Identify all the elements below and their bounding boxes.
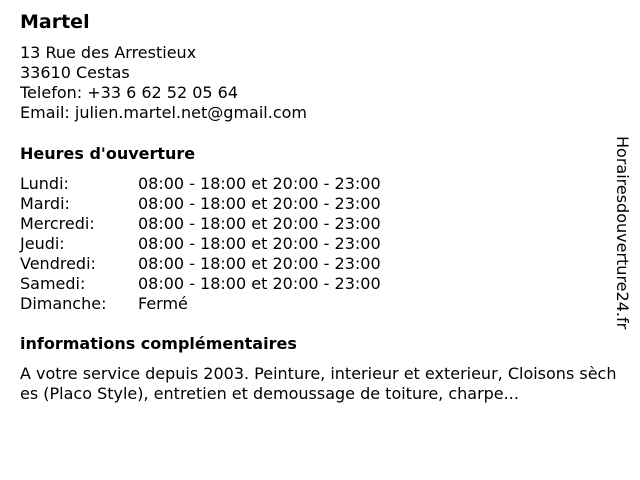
hours-heading: Heures d'ouverture (20, 144, 196, 163)
phone-line: Telefon: +33 6 62 52 05 64 (20, 83, 239, 102)
day-hours: Fermé (138, 294, 188, 313)
hours-row-thursday (20, 234, 381, 254)
business-description: A votre service depuis 2003. Peinture, interieur et exterieur, Cloisons sèches (Placo Style), entretien et demoussage de toiture, charpe... (20, 364, 617, 403)
site-watermark: Horairesdouverture24.fr (613, 136, 632, 330)
email-line: Email: julien.martel.net@gmail.com (20, 103, 307, 122)
info-heading: informations complémentaires (20, 334, 297, 353)
hours-row-friday (20, 254, 381, 274)
hours-row-wednesday (20, 214, 381, 234)
day-label: Dimanche: (20, 294, 107, 313)
day-hours: 08:00 - 18:00 et 20:00 - 23:00 (138, 174, 381, 193)
day-label: Mercredi: (20, 214, 95, 233)
hours-row-tuesday (20, 194, 381, 214)
day-hours: 08:00 - 18:00 et 20:00 - 23:00 (138, 194, 381, 213)
hours-row-monday (20, 174, 381, 194)
hours-row-saturday (20, 274, 381, 294)
day-hours: 08:00 - 18:00 et 20:00 - 23:00 (138, 254, 381, 273)
day-label: Jeudi: (20, 234, 65, 253)
business-name: Martel (20, 11, 90, 33)
day-label: Lundi: (20, 174, 69, 193)
day-label: Samedi: (20, 274, 86, 293)
street-address: 13 Rue des Arrestieux (20, 43, 197, 62)
day-label: Mardi: (20, 194, 70, 213)
hours-list (20, 174, 381, 314)
day-hours: 08:00 - 18:00 et 20:00 - 23:00 (138, 234, 381, 253)
day-hours: 08:00 - 18:00 et 20:00 - 23:00 (138, 214, 381, 233)
day-label: Vendredi: (20, 254, 96, 273)
hours-row-sunday (20, 294, 381, 314)
day-hours: 08:00 - 18:00 et 20:00 - 23:00 (138, 274, 381, 293)
city-line: 33610 Cestas (20, 63, 130, 82)
contact-block (20, 43, 307, 123)
